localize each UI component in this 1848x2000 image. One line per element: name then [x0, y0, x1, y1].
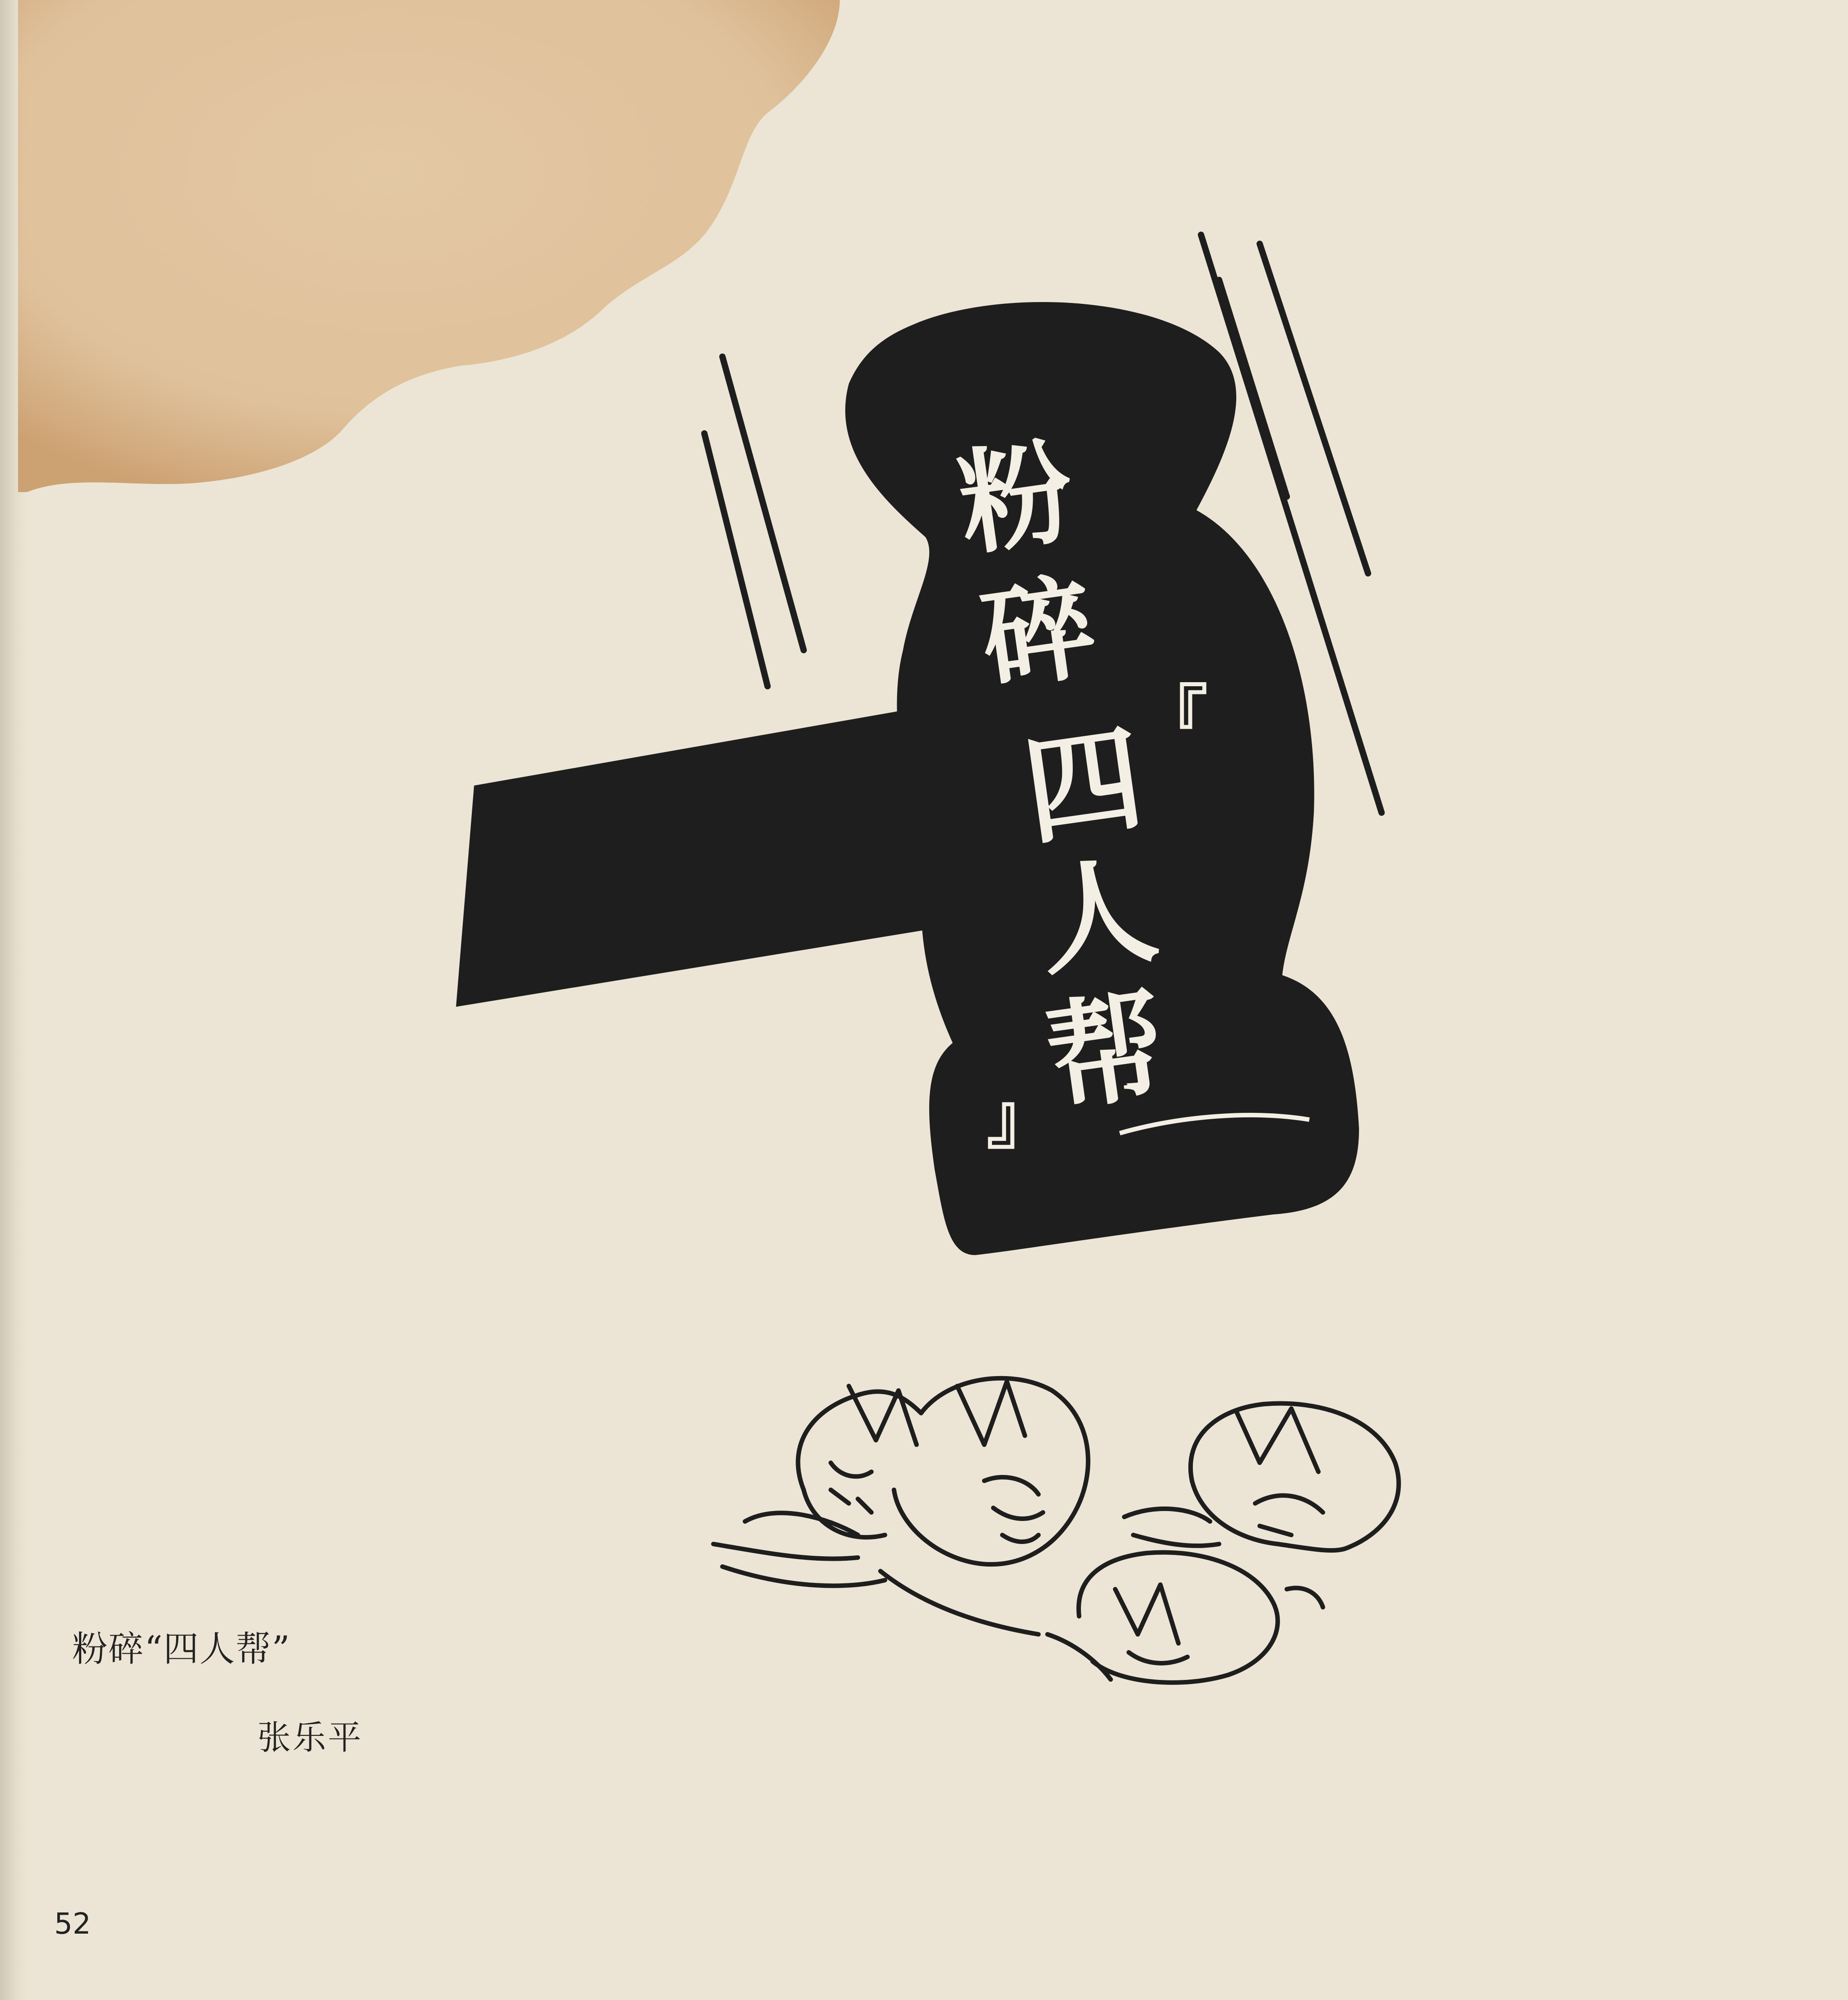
hammer-char-1: 粉 — [951, 425, 1081, 571]
hammer-char-5: 帮 — [1038, 977, 1174, 1128]
bracket-open: 『 — [1140, 678, 1208, 757]
hammer-char-4: 人 — [1029, 841, 1165, 993]
hammer-char-3: 四 — [1016, 710, 1151, 862]
page-number: 52 — [54, 1907, 91, 1941]
motion-lines-left — [704, 357, 804, 686]
cartoon-author: 张乐平 — [257, 1718, 363, 1757]
paper-stain — [18, 0, 840, 492]
crushed-heads-drawing — [713, 1378, 1399, 1683]
cartoon-title: 粉碎“四人帮” — [72, 1629, 291, 1670]
hammer-char-2: 碎 — [973, 560, 1104, 707]
hammer-handle — [456, 709, 953, 1007]
bracket-close: 』 — [986, 1080, 1055, 1158]
